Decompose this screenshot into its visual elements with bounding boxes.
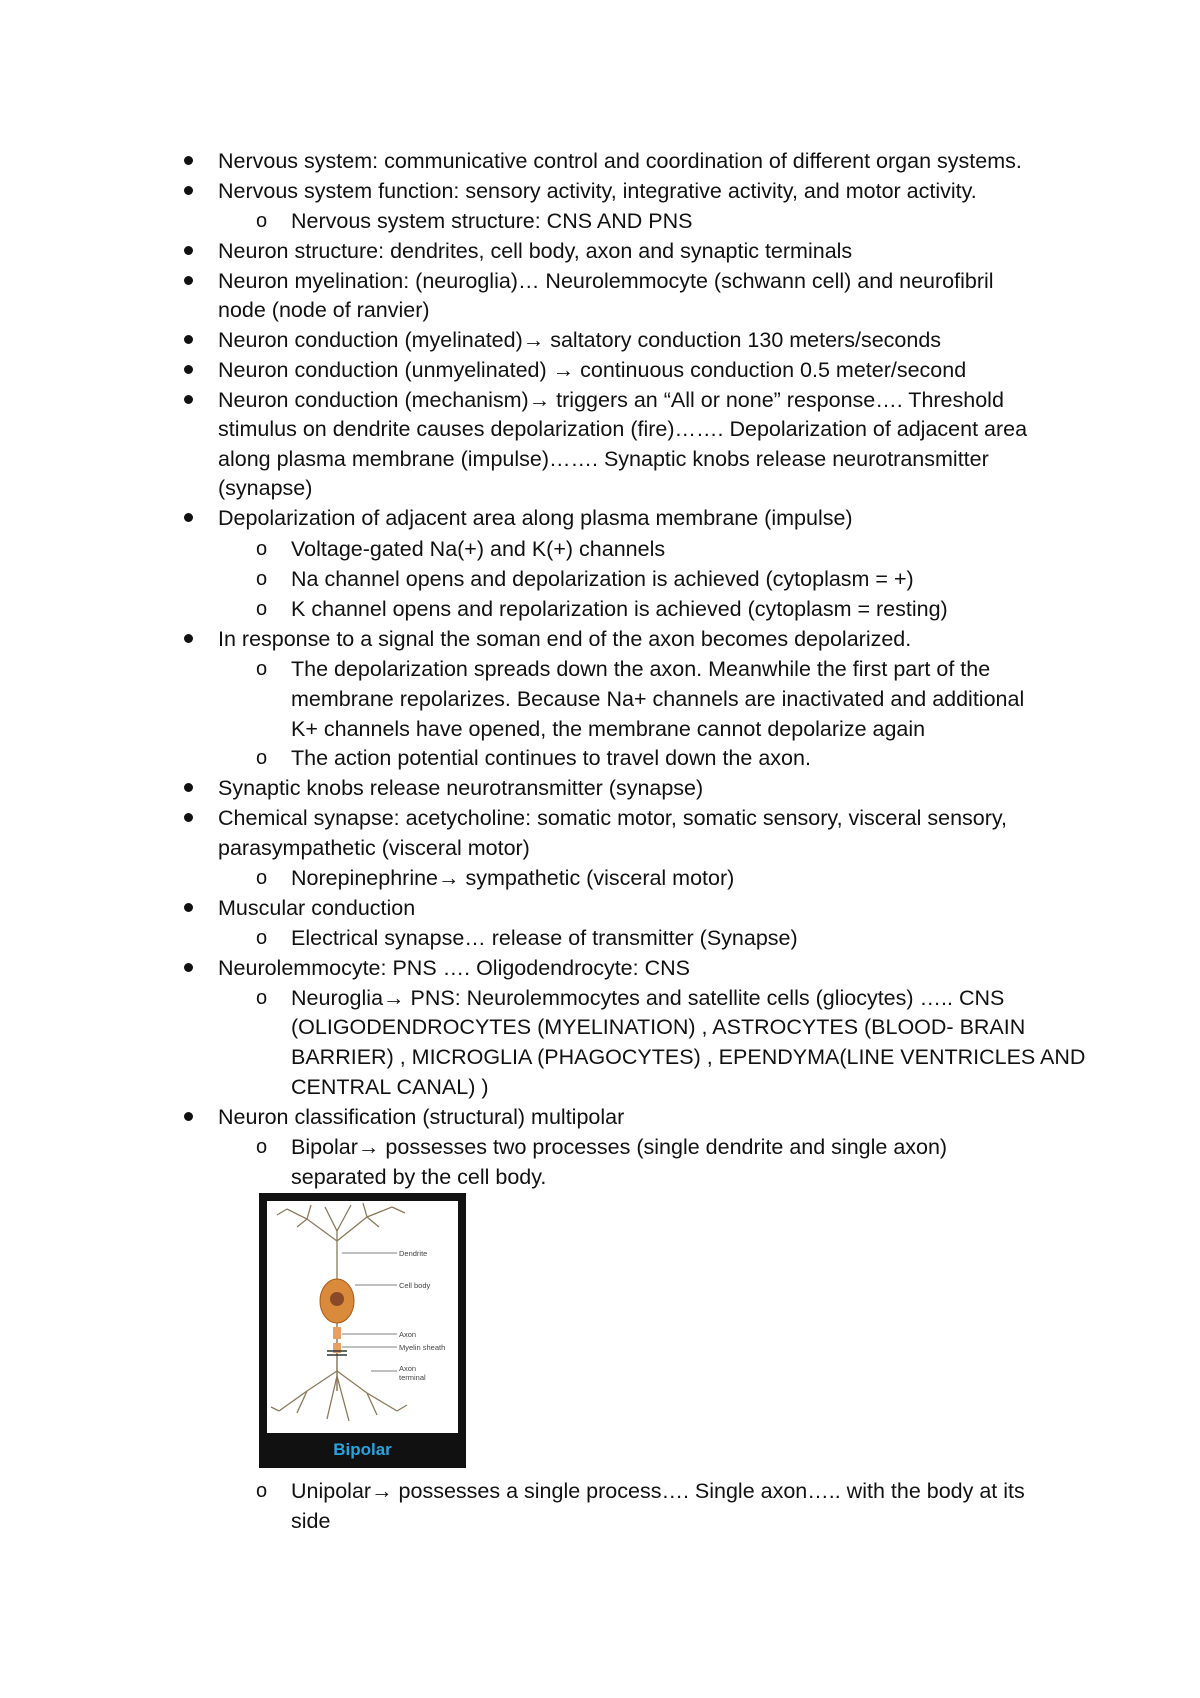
sub-bullet: o	[256, 568, 268, 590]
list-item-continuation: stimulus on dendrite causes depolarization (fire)……. Depolarization of adjacent area	[218, 417, 1028, 441]
bullet	[184, 395, 193, 404]
list-item: Neuron conduction (myelinated)→ saltatory conduction 130 meters/seconds	[218, 328, 942, 352]
sub-bullet: o	[256, 210, 268, 232]
bullet	[184, 634, 193, 643]
sub-list-item-continuation: BARRIER) , MICROGLIA (PHAGOCYTES) , EPENDYMA(LINE VENTRICLES AND	[291, 1045, 1086, 1069]
bullet	[184, 156, 193, 165]
label-axon: Axon	[399, 1330, 417, 1339]
list-item: Neurolemmocyte: PNS …. Oligodendrocyte: CNS	[218, 956, 690, 980]
sub-list-item-continuation: (OLIGODENDROCYTES (MYELINATION) , ASTROCYTES (BLOOD- BRAIN	[291, 1015, 1026, 1039]
list-item: Neuron conduction (mechanism)→ triggers an “All or none” response…. Threshold	[218, 388, 1004, 412]
sub-list-item-continuation: separated by the cell body.	[291, 1165, 547, 1189]
neuron-drawing	[267, 1201, 458, 1433]
dendrite-branches	[277, 1203, 405, 1281]
figure-caption: Bipolar	[333, 1440, 392, 1459]
label-myelin-sheath: Myelin sheath	[399, 1343, 446, 1352]
bullet	[184, 365, 193, 374]
list-item: Nervous system: communicative control and coordination of different organ systems.	[218, 149, 1022, 173]
sub-list-item: Bipolar→ possesses two processes (single dendrite and single axon)	[291, 1135, 948, 1159]
sub-list-item-continuation: K+ channels have opened, the membrane cannot depolarize again	[291, 717, 926, 741]
sub-bullet: o	[256, 658, 268, 680]
sub-bullet: o	[256, 927, 268, 949]
sub-bullet: o	[256, 1136, 268, 1158]
label-axon-terminal-1: Axon	[399, 1364, 417, 1373]
list-item: Neuron classification (structural) multipolar	[218, 1105, 625, 1129]
sub-bullet: o	[256, 598, 268, 620]
list-item: Depolarization of adjacent area along plasma membrane (impulse)	[218, 506, 853, 530]
label-cell-body: Cell body	[399, 1281, 431, 1290]
bullet	[184, 335, 193, 344]
bullet	[184, 186, 193, 195]
sub-list-item: The action potential continues to travel down the axon.	[291, 746, 811, 770]
sub-list-item: Electrical synapse… release of transmitter (Synapse)	[291, 926, 798, 950]
list-item-continuation: parasympathetic (visceral motor)	[218, 836, 530, 860]
nucleus-shape	[330, 1292, 344, 1306]
list-item: Neuron conduction (unmyelinated) → continuous conduction 0.5 meter/second	[218, 358, 967, 382]
bipolar-neuron-figure	[259, 1193, 466, 1468]
bullet	[184, 246, 193, 255]
bullet	[184, 813, 193, 822]
figure-panel	[267, 1201, 458, 1433]
sub-list-item-continuation: side	[291, 1509, 331, 1533]
list-item: Neuron myelination: (neuroglia)… Neurolemmocyte (schwann cell) and neurofibril	[218, 269, 994, 293]
bullet	[184, 1112, 193, 1121]
sub-bullet: o	[256, 867, 268, 889]
list-item: In response to a signal the soman end of the axon becomes depolarized.	[218, 627, 912, 651]
bullet	[184, 963, 193, 972]
sub-bullet: o	[256, 538, 268, 560]
sub-list-item: The depolarization spreads down the axon. Meanwhile the first part of the	[291, 657, 991, 681]
list-item: Neuron structure: dendrites, cell body, axon and synaptic terminals	[218, 239, 853, 263]
bullet	[184, 903, 193, 912]
sub-list-item: Neuroglia→ PNS: Neurolemmocytes and satellite cells (gliocytes) ….. CNS	[291, 986, 1005, 1010]
list-item: Chemical synapse: acetycholine: somatic motor, somatic sensory, visceral sensory,	[218, 806, 1008, 830]
sub-list-item: Nervous system structure: CNS AND PNS	[291, 209, 693, 233]
list-item-continuation: along plasma membrane (impulse)……. Synaptic knobs release neurotransmitter	[218, 447, 989, 471]
list-item: Muscular conduction	[218, 896, 416, 920]
sub-bullet: o	[256, 987, 268, 1009]
sub-list-item: Na channel opens and depolarization is achieved (cytoplasm = +)	[291, 567, 914, 591]
label-axon-terminal-2: terminal	[399, 1373, 426, 1382]
bullet	[184, 276, 193, 285]
bullet	[184, 783, 193, 792]
sub-list-item: Voltage-gated Na(+) and K(+) channels	[291, 537, 666, 561]
list-item: Nervous system function: sensory activity, integrative activity, and motor activity.	[218, 179, 977, 203]
sub-bullet: o	[256, 747, 268, 769]
myelin-segment	[333, 1327, 341, 1339]
sub-list-item: Unipolar→ possesses a single process…. Single axon….. with the body at its	[291, 1479, 1025, 1503]
list-item-continuation: node (node of ranvier)	[218, 298, 430, 322]
sub-list-item-continuation: CENTRAL CANAL) )	[291, 1075, 489, 1099]
sub-list-item-continuation: membrane repolarizes. Because Na+ channels are inactivated and additional	[291, 687, 1025, 711]
sub-bullet: o	[256, 1480, 268, 1502]
label-dendrite: Dendrite	[399, 1249, 428, 1258]
list-item-continuation: (synapse)	[218, 476, 313, 500]
sub-list-item: Norepinephrine→ sympathetic (visceral motor)	[291, 866, 735, 890]
list-item: Synaptic knobs release neurotransmitter (synapse)	[218, 776, 704, 800]
bullet	[184, 513, 193, 522]
axon-terminal-branches	[271, 1371, 407, 1421]
sub-list-item: K channel opens and repolarization is achieved (cytoplasm = resting)	[291, 597, 948, 621]
